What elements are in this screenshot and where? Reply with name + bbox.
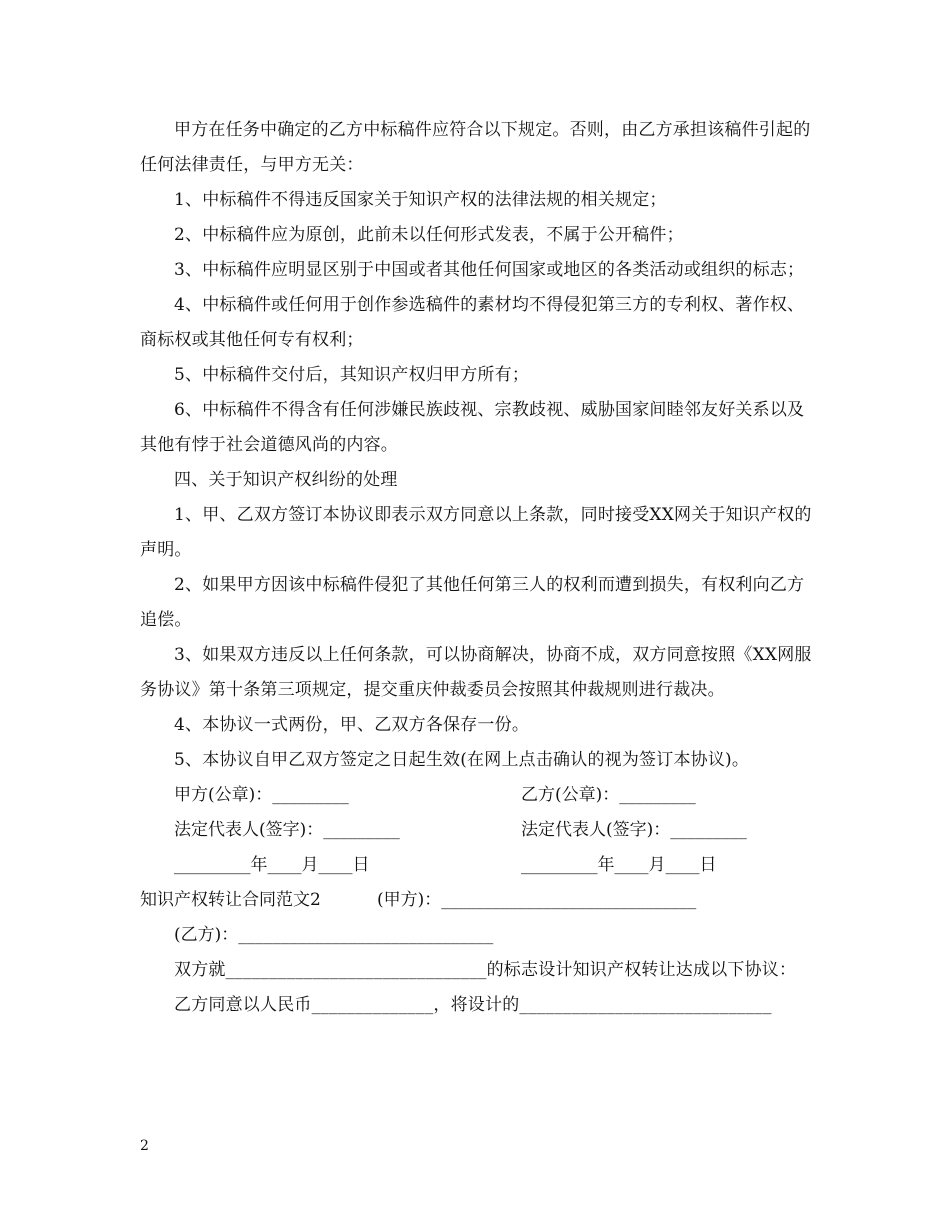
party-b-representative: 法定代表人(签字)：_________: [521, 820, 747, 840]
contract2-party-b-row: [140, 918, 812, 953]
dispute-clause-3: 3、如果双方违反以上任何条款，可以协商解决，协商不成，双方同意按照《XX网服务协议》第十条第三项规定，提交重庆仲裁委员会按照其仲裁规则进行裁决。: [140, 645, 812, 700]
party-a-representative: 法定代表人(签字)：_________: [174, 820, 400, 840]
clause-5: 5、中标稿件交付后，其知识产权归甲方所有；: [174, 365, 530, 385]
clause-6: 6、中标稿件不得含有任何涉嫌民族歧视、宗教歧视、威胁国家间睦邻友好关系以及其他有悖于社会道德风尚的内容。: [140, 400, 805, 455]
party-a-date: _________年____月____日: [174, 855, 370, 875]
dispute-clause-5: 5、本协议自甲乙双方签定之日起生效(在网上点击确认的视为签订本协议)。: [174, 750, 750, 770]
dispute-clause-4: 4、本协议一式两份，甲、乙双方各保存一份。: [174, 715, 530, 735]
page-number: 2: [140, 1138, 149, 1154]
contract2-title-row: [140, 883, 812, 918]
paragraph-intro: 甲方在任务中确定的乙方中标稿件应符合以下规定。否则，由乙方承担该稿件引起的任何法律责任，与甲方无关：: [140, 120, 811, 175]
contract2-price: 乙方同意以人民币______________，将设计的_____________________________: [174, 995, 772, 1015]
signature-seal-row: [140, 778, 812, 813]
dispute-clause-2: 2、如果甲方因该中标稿件侵犯了其他任何第三人的权利而遭到损失，有权利向乙方追偿。: [140, 575, 805, 630]
party-a-seal: 甲方(公章)：_________: [174, 785, 349, 805]
clause-3: 3、中标稿件应明显区别于中国或者其他任何国家或地区的各类活动或组织的标志；: [174, 260, 805, 280]
party-b-seal: 乙方(公章)：_________: [521, 785, 696, 805]
party-b-date: _________年____月____日: [521, 855, 717, 875]
signature-rep-row: [140, 813, 812, 848]
contract2-party-b: (乙方)：______________________________: [174, 925, 494, 945]
clause-2: 2、中标稿件应为原创，此前未以任何形式发表，不属于公开稿件；: [174, 225, 684, 245]
contract2-party-a: (甲方)：______________________________: [377, 890, 697, 910]
page-body: [140, 113, 812, 1023]
clause-1: 1、中标稿件不得违反国家关于知识产权的法律法规的相关规定；: [174, 190, 667, 210]
contract2-title: 知识产权转让合同范文2: [140, 890, 321, 910]
dispute-clause-1: 1、甲、乙双方签订本协议即表示双方同意以上条款，同时接受XX网关于知识产权的声明。: [140, 505, 812, 560]
section-heading-dispute: 四、关于知识产权纠纷的处理: [174, 470, 398, 490]
clause-4: 4、中标稿件或任何用于创作参选稿件的素材均不得侵犯第三方的专利权、著作权、商标权或其他任何专有权利；: [140, 295, 805, 350]
contract2-agreement: 双方就______________________________的标志设计知识产权转让达成以下协议：: [174, 960, 797, 980]
signature-date-row: [140, 848, 812, 883]
